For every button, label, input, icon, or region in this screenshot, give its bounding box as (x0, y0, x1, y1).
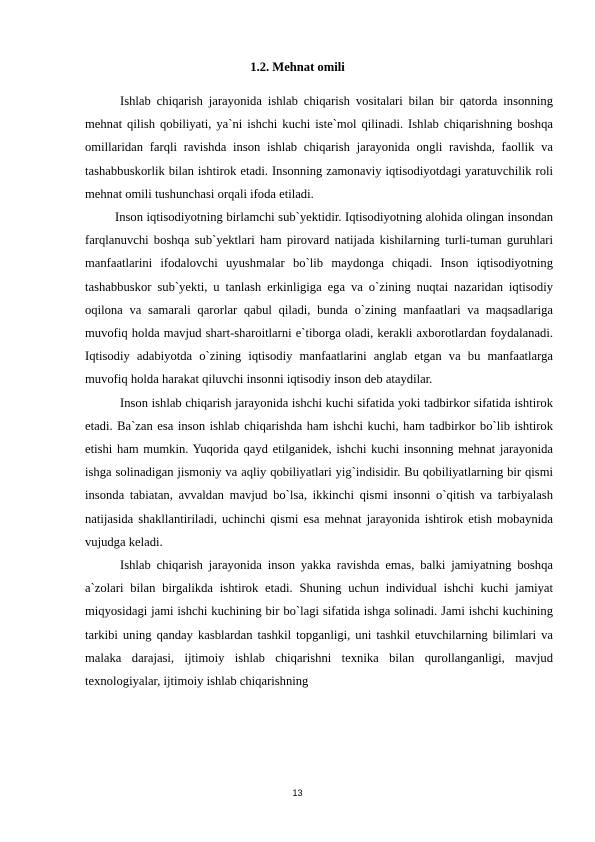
paragraph-1: Ishlab chiqarish jarayonida ishlab chiqarish vositalari bilan bir qatorda insonning mehnat qilish qobiliyati, ya`ni ishchi kuchi iste`mol qilinadi. Ishlab chiqarishning boshqa omillaridan farqli ravishda inson ishlab chiqarish jarayonida ongli ravishda, faollik va tashabbuskorlik bilan ishtirok etadi. Insonning zamonaviy iqtisodiyotdagi yaratuvchilik roli mehnat omili tushunchasi orqali ifoda etiladi. (85, 94, 553, 201)
body-text (85, 90, 553, 693)
paragraph-2: Inson iqtisodiyotning birlamchi sub`yektidir. Iqtisodiyotning alohida olingan insondan farqlanuvchi boshqa sub`yektlari ham pirovard natijada kishilarning turli-tuman guruhlari manfaatlarini ifodalovchi uyushmalar bo`lib maydonga chiqadi. Inson iqtisodiyotning tashabbuskor sub`yekti, u tanlash erkinligiga ega va o`zining nuqtai nazaridan iqtisodiy oqilona va samarali qarorlar qabul qiladi, bunda o`zining manfaatlari va maqsadlariga muvofiq holda mavjud shart-sharoitlarni e`tiborga oladi, kerakli axborotlardan foydalanadi. Iqtisodiy adabiyotda o`zining iqtisodiy manfaatlarini anglab etgan va bu manfaatlarga muvofiq holda harakat qiluvchi insonni iqtisodiy inson deb ataydilar. (85, 210, 553, 387)
paragraph-4: Ishlab chiqarish jarayonida inson yakka ravishda emas, balki jamiyatning boshqa a`zolari bilan birgalikda ishtirok etadi. Shuning uchun individual ishchi kuchi jamiyat miqyosidagi jami ishchi kuchining bir bo`lagi sifatida ishga solinadi. Jami ishchi kuchining tarkibi uning qanday kasblardan tashkil topganligi, uni tashkil etuvchilarning bilimlari va malaka darajasi, ijtimoiy ishlab chiqarishni texnika bilan qurollanganligi, mavjud texnologiyalar, ijtimoiy ishlab chiqarishning (85, 558, 553, 689)
section-title: 1.2. Mehnat omili (250, 60, 345, 74)
page-number: 13 (292, 788, 303, 798)
paragraph-3: Inson ishlab chiqarish jarayonida ishchi kuchi sifatida yoki tadbirkor sifatida ishtirok etadi. Ba`zan esa inson ishlab chiqarishda ham ishchi kuchi, ham tadbirkor bo`lib ishtirok etishi ham mumkin. Yuqorida qayd etilganidek, ishchi kuchi insonning mehnat jarayonida ishga solinadigan jismoniy va aqliy qobiliyatlari yig`indisidir. Bu qobiliyatlarning bir qismi insonda tabiatan, avvaldan mavjud bo`lsa, ikkinchi qismi insonni o`qitish va tarbiyalash natijasida shakllantiriladi, uchinchi qismi esa mehnat jarayonida ishtirok etish mobaynida vujudga keladi. (85, 395, 553, 549)
